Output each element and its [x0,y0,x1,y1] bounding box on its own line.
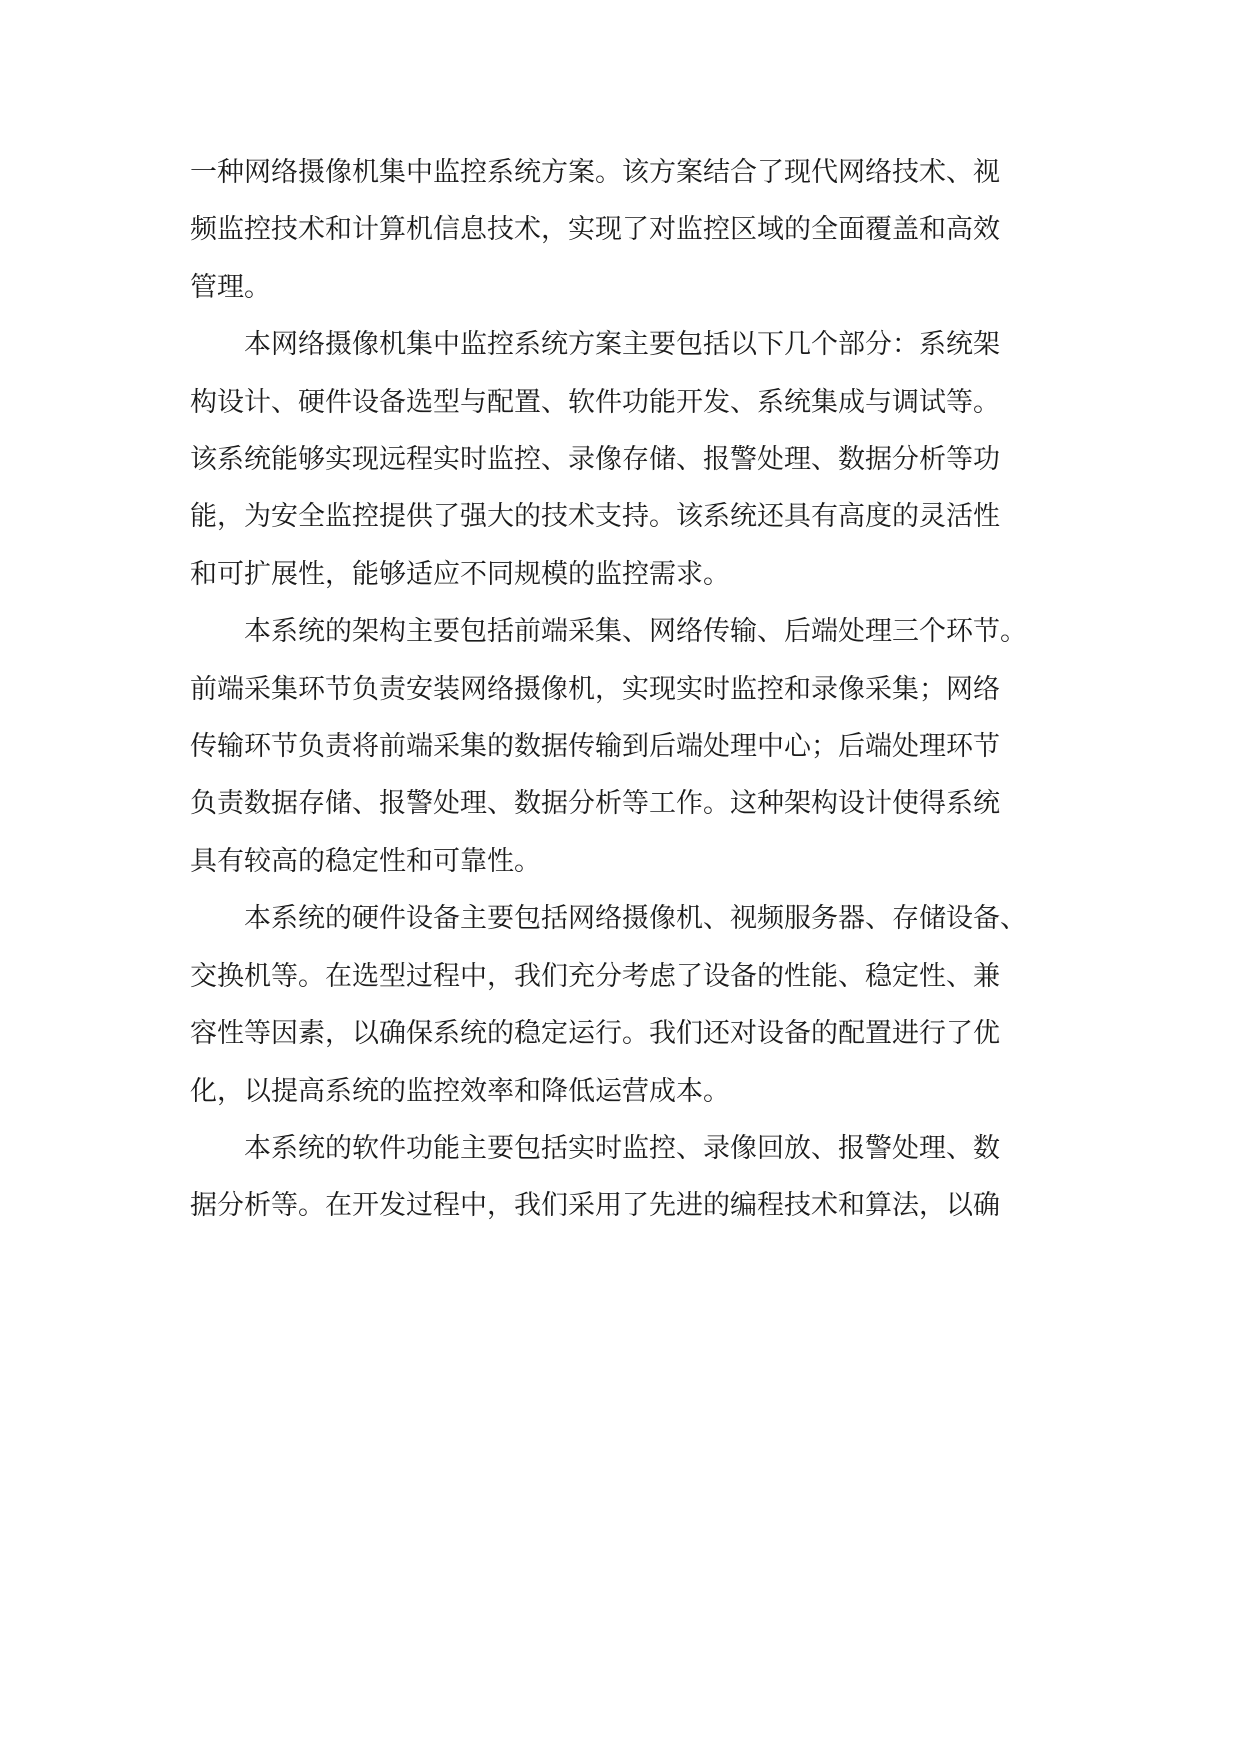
text-line: 据分析等。在开发过程中，我们采用了先进的编程技术和算法，以确 [190,1190,1000,1222]
paragraph-1 [190,144,1060,316]
text-line: 本系统的架构主要包括前端采集、网络传输、后端处理三个环节。 [244,616,1027,648]
text-line: 本网络摄像机集中监控系统方案主要包括以下几个部分：系统架 [244,329,1000,361]
text-line: 构设计、硬件设备选型与配置、软件功能开发、系统集成与调试等。 [190,386,1000,418]
text-line: 容性等因素，以确保系统的稳定运行。我们还对设备的配置进行了优 [190,1018,1000,1050]
text-line: 本系统的硬件设备主要包括网络摄像机、视频服务器、存储设备、 [244,903,1027,935]
text-line: 前端采集环节负责安装网络摄像机，实现实时监控和录像采集；网络 [190,673,1000,705]
paragraph-3 [190,603,1060,890]
text-line: 本系统的软件功能主要包括实时监控、录像回放、报警处理、数 [244,1132,1000,1164]
body-text [190,144,1060,1235]
text-line: 一种网络摄像机集中监控系统方案。该方案结合了现代网络技术、视 [190,157,1000,188]
paragraph-4 [190,890,1060,1120]
text-line: 能，为安全监控提供了强大的技术支持。该系统还具有高度的灵活性 [190,501,1000,533]
text-line: 和可扩展性，能够适应不同规模的监控需求。 [190,558,730,590]
text-line: 负责数据存储、报警处理、数据分析等工作。这种架构设计使得系统 [190,788,1000,820]
text-line: 具有较高的稳定性和可靠性。 [190,845,541,877]
text-line: 频监控技术和计算机信息技术，实现了对监控区域的全面覆盖和高效 [190,214,1000,246]
text-line: 管理。 [190,271,271,303]
paragraph-5 [190,1120,1060,1235]
text-line: 传输环节负责将前端采集的数据传输到后端处理中心；后端处理环节 [190,731,1000,763]
text-line: 交换机等。在选型过程中，我们充分考虑了设备的性能、稳定性、兼 [190,960,1000,992]
text-line: 该系统能够实现远程实时监控、录像存储、报警处理、数据分析等功 [190,444,1000,476]
paragraph-2 [190,316,1060,603]
text-line: 化，以提高系统的监控效率和降低运营成本。 [190,1075,730,1107]
